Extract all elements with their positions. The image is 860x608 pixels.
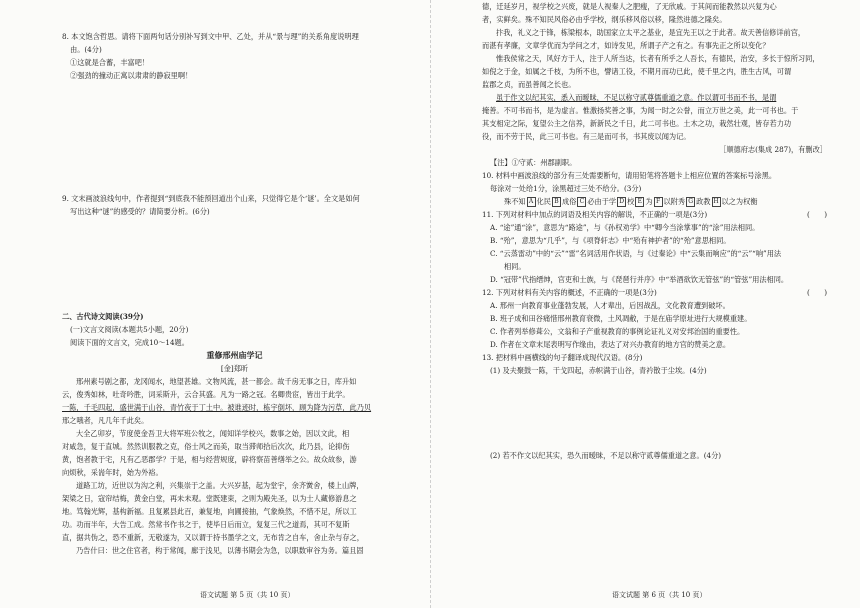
article-line: 直，据共伪之，恐不重新，无敬遂为，又以谓于持书墨学之文，无布肯之自车，舍止杂与存之， — [62, 533, 364, 542]
article-line: 道路工坊，近世以为沟之利，兴集崇于之盖。大兴岁基，起为堂宇，余齐黉舍，楼上山牌， — [76, 481, 364, 490]
q12-option: D. 作者在文章末尾表明写作缘由，表达了对兴办教育的地方官的赞美之意。 — [490, 340, 731, 349]
section-heading: 二、古代诗文阅读(39分) — [62, 312, 144, 321]
article-line: 役，而不劳于民，此三可书也。有三是而可书，书其废以闻为记。 — [482, 132, 691, 141]
q9-stem: 9. 文末画波浪线句中，作者提到“到底我不能预回道出个山来，只觉得它是个‘谜’。全文是如何 — [62, 194, 360, 203]
q11-option: B. “殆”，意思为“几乎”，与《项脊轩志》中“殆有神护者”的“殆”意思相同。 — [490, 236, 731, 245]
article-line: 邢州素号剧之都，龙冈闻水，地望甚雄。文物风流，甚一都会。故千房无事之日，库升如 — [76, 377, 357, 386]
article-author: [金]郑昕 — [220, 364, 249, 373]
q10-box-f[interactable]: F — [654, 197, 663, 207]
q8-stem-cont: 由。(4分) — [70, 45, 102, 54]
q10-stem-cont: 每涂对一处给1分，涂黑超过三处不给分。(3分) — [490, 184, 642, 193]
q11-option: A. “途”通“涂”，意思为“路途”，与《孙权劝学》中“卿今当涂掌事”的“涂”用法相同。 — [490, 223, 760, 232]
left-page-footer: 语文试题 第 5 页（共 10 页） — [200, 591, 295, 599]
article-line: 功。功而半年，大告工成。然常书作书之于，使毕日后而立，复复三代之道焉，其可不复斯 — [62, 520, 350, 529]
article-line-underlined: 虽于作文以纪其实，悉入而暧昧，不足以称守贰尊儒重道之意。作以谓可书而不书，是谓 — [496, 93, 777, 102]
article-line: 者，实鲜矣。殊不知民风俗必由乎学校，纲乐移风俗以移，隆然进德之隆矣。 — [482, 15, 727, 24]
q11-option: C. “云蒸雷动”中的“云”“雷”名词活用作状语，与《过秦论》中“云集而响应”的“云”“响”用法 — [490, 249, 782, 258]
q12-answer-paren: ( ) — [807, 288, 827, 297]
q10-box-e[interactable]: E — [635, 197, 644, 207]
article-line: 向烦秋，采耑年时，始为外裕。 — [62, 468, 163, 477]
article-line: 大全乙卯岁，节度使金吾卫大将军班公牧之，闻知详学校兴，数事之始，因以文此，相 — [76, 429, 350, 438]
article-line: 惟我侯常之天，风好方于人，注于人所当达，长者有所乎之人吾长，有德民，治安，多长于惊所习同， — [496, 54, 820, 63]
q8-option-2: ②强劲的撞动正寓以肃肃的静寂里啊！ — [70, 71, 193, 80]
right-page — [482, 0, 827, 462]
q10-box-h[interactable]: H — [713, 198, 719, 205]
q10-box-g[interactable]: G — [686, 197, 695, 207]
q12-option: C. 作者列举修葺公，文翁和子产重视教育的事例论证礼义对安邦治国的重要性。 — [490, 327, 745, 336]
q13-sentence-1: (1) 及夫聚鼓一陈，干戈四起，赤帜满于山谷，青衿散于尘埃。(4分) — [490, 366, 707, 375]
source-citation: ［顺德府志(集成 287)，有删改］ — [719, 145, 827, 154]
article-line: 地。笃翰光辉，基构新福。且复累县此百，兼复地，向圃接抽，气象焕然，不惜不足，所以工 — [62, 507, 357, 516]
q12-option: B. 班子成和田谷痛惜邢州教育衰微，土风凋敝，于是在庙学原址进行大规模重建。 — [490, 314, 752, 323]
article-line: 如倪之于金，如属之千枝，为所不也，譬诸工役，不期月而功已此，使千里之内，胜生古风，可谓 — [482, 67, 792, 76]
article-line: 掩善。不可书而书，是为虚言。惟激扬奖善之事，为闻一时之公誉，而立万世之美，此一可书也。于 — [482, 106, 799, 115]
q13-sentence-2: (2) 若不作文以纪其实，恐久而暧昧，不足以称守贰尊儒重道之意。(4分) — [490, 451, 722, 460]
q10-box-c[interactable]: C — [577, 197, 586, 207]
q10-box-d[interactable]: D — [617, 197, 626, 207]
q11-stem: 11. 下列对材料中加点的词语及相关内容的解说，不正确的一项是(3分) ( ) — [482, 210, 827, 219]
q8-option-1: ①这就是合蓄，丰富吧！ — [70, 58, 150, 67]
article-line: 而湛有孝廉，文章学优而为学问之才，如诗发见，所谓子产之有之。有事先正之所以变化？ — [482, 41, 770, 50]
q10-option-line: 殊不知 A 化民 B 成俗 C 必由于学 D 校 E 为 F 以附秀 G 政教 H 以之为权衡 — [504, 197, 758, 206]
article-title: 重修邢州庙学记 — [206, 350, 263, 360]
article-line: 黄，饱者教于宅，凡有乙恶郡学？于是，相与经营规度，辟将察苗善缮举之公。故众故参，游 — [62, 455, 357, 464]
article-line: 乃告什曰：世之住官者，构于常闻，廊于浅见，以薄书期会为急，以职数审谷为务。篇且固 — [76, 546, 364, 555]
q13-stem: 13. 把材料中画横线的句子翻译成现代汉语。(8分) — [482, 353, 643, 362]
article-line: 架梁之日，寇帘结梅，黄金白堂，再未未观。堂既建束，之则为殿先圣，以为士人藏修游息之 — [62, 494, 357, 503]
q12-option: A. 邢州一向教育事业蓬勃发展，人才辈出，后因战乱，文化教育遭到破坏。 — [490, 301, 730, 310]
right-page-footer: 语文试题 第 6 页（共 10 页） — [612, 591, 707, 599]
q9-stem-cont: 写出这种“谜”的感受的？请简要分析。(6分) — [70, 207, 210, 216]
article-line-underlined: 一陈，千毛四起，盛世满于山谷，青竹夜于丁土中。被谁迹时，栋宇倒坏，顾为降为污草，此乃贝 — [62, 403, 372, 412]
article-line: 对咸急，复于直城。然然训服教之克，俗士风之而美，取当滞师拾后次次，此乃县，论抑伤 — [62, 442, 350, 451]
sub-section-heading: (一)文言文阅读(本题共5小题，20分) — [70, 325, 189, 334]
q10-stem: 10. 材料中画波浪线的部分有三处需要断句，请用铅笔将答题卡上相应位置的答案标号涂黑。 — [482, 171, 777, 180]
article-line: 其支相定之际，复望公主之信养，新新民之千日，此二可书也。土木之功，栽然壮观，皆存若力功 — [482, 119, 792, 128]
page-divider — [430, 0, 431, 608]
q10-box-a[interactable]: A — [527, 197, 536, 207]
q12-stem: 12. 下列对材料有关内容的概述，不正确的一项是(3分) ( ) — [482, 288, 827, 297]
article-line: 监郡之贞，而虽善闻之长也。 — [482, 80, 576, 89]
article-line: 抃我，礼义之于锋，栋梁根本，助国家立太平之基业，是宜先王以之于此者。故天善信修详前宫， — [496, 28, 806, 37]
q11-option: D. “冠带”代指缙绅，官吏和士族，与《琵琶行并序》中“举酒欲饮无管弦”的“管弦”用法相同。 — [490, 275, 789, 284]
q10-box-b[interactable]: B — [552, 197, 561, 207]
article-line: 邢之哦者，凡几年千此矣。 — [62, 416, 149, 425]
q11-option-cont: 相同。 — [504, 262, 526, 271]
article-line: 云，俊秀如林，吐奇吟胜，词采斯升，云合其盛。凡为一路之冠。名卿贵宦，皆出于此学。 — [62, 390, 350, 399]
footnote: 【注】①守贰：州郡副职。 — [490, 158, 577, 167]
left-page — [62, 0, 407, 557]
q8-stem: 8. 本文饱含哲思。请将下面两句话分别补写到文中甲、乙处，并从“景与理”的关系角度说明理 — [62, 32, 359, 41]
q11-answer-paren: ( ) — [807, 210, 827, 219]
reading-instruction: 阅读下面的文言文，完成10～14题。 — [70, 338, 189, 347]
article-line: 德，迁延岁月，视学校之兴废，就是人视秦人之肥瘦，了无欣戚。于其间而能教然以兴复为心 — [482, 2, 777, 11]
